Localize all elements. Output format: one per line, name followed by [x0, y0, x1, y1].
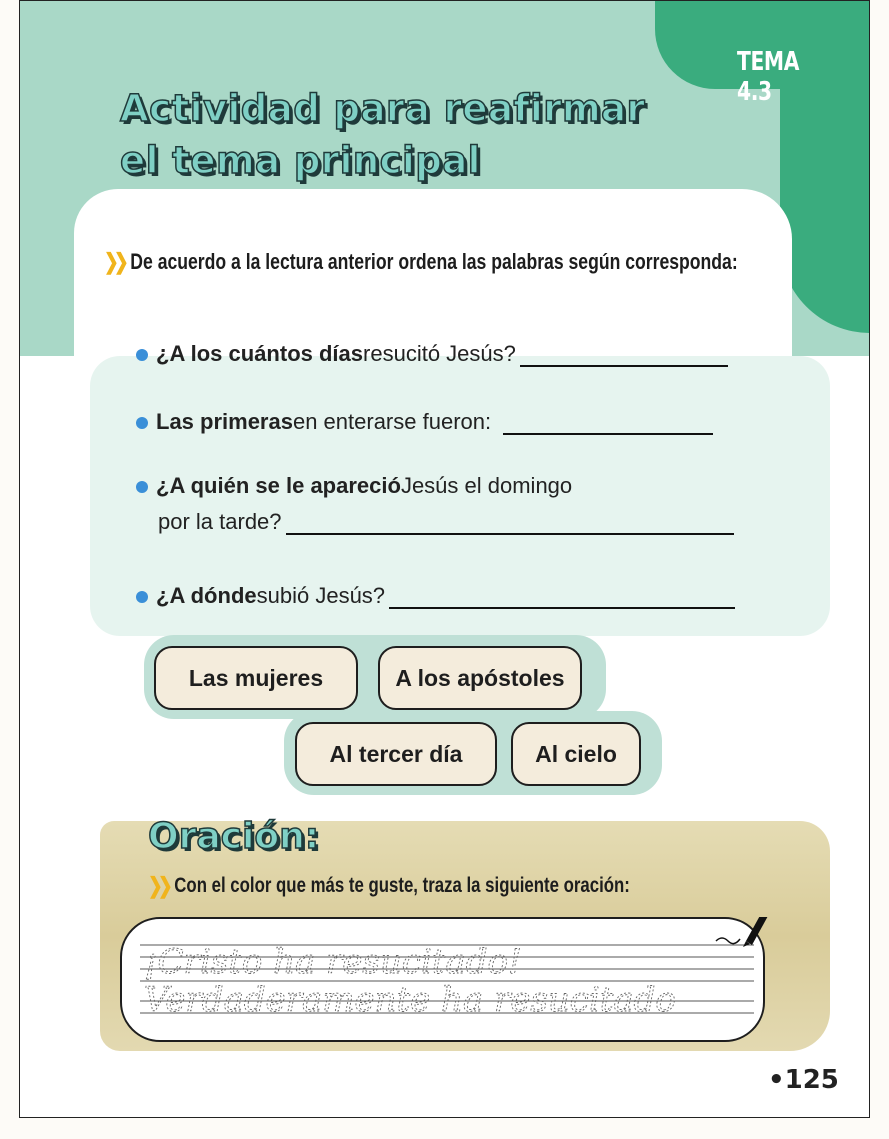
double-chevron-right-icon: ❯❯	[148, 873, 168, 898]
question-2-rest: en enterarse fueron:	[292, 409, 492, 434]
oracion-title: Oración:	[148, 816, 320, 857]
trace-text-line1: ¡Cristo ha resucitado!	[144, 942, 522, 982]
question-2	[136, 409, 713, 435]
question-3-line2	[158, 509, 734, 535]
question-1-bold: ¿A los cuántos días	[156, 341, 364, 366]
question-2-bold: Las primeras	[156, 409, 293, 434]
page-title	[120, 83, 645, 187]
tema-label: TEMA 4.3	[737, 47, 800, 107]
question-4	[136, 583, 735, 609]
question-3-line2-text: por la tarde?	[158, 509, 282, 534]
word-chip-al-cielo[interactable]: Al cielo	[511, 722, 641, 786]
question-3-bold: ¿A quién se le apareció	[156, 473, 401, 498]
double-chevron-right-icon: ❯❯	[104, 249, 124, 274]
answer-blank-2[interactable]	[503, 411, 713, 435]
question-3-rest: Jesús el domingo	[400, 473, 573, 498]
worksheet-page	[19, 0, 870, 1118]
pen-icon	[716, 917, 774, 947]
oracion-instruction	[148, 873, 630, 899]
bullet-icon	[136, 481, 148, 493]
question-4-rest: subió Jesús?	[256, 583, 386, 608]
bullet-icon	[136, 417, 148, 429]
word-chip-las-mujeres[interactable]: Las mujeres	[154, 646, 358, 710]
tracing-lines	[120, 917, 780, 1047]
activity-instruction	[104, 249, 738, 275]
trace-text-line2: Verdaderamente ha resucitado	[144, 980, 676, 1020]
word-chip-a-los-apostoles[interactable]: A los apóstoles	[378, 646, 582, 710]
answer-blank-4[interactable]	[389, 585, 735, 609]
activity-instruction-text: De acuerdo a la lectura anterior ordena las palabras según corresponda:	[130, 249, 738, 274]
question-1-rest: resucitó Jesús?	[363, 341, 516, 366]
question-1	[136, 341, 728, 367]
page-title-line1: Actividad para reafirmar	[120, 87, 646, 130]
bullet-icon	[136, 591, 148, 603]
answer-blank-3[interactable]	[286, 511, 734, 535]
page-number: •125	[768, 1065, 839, 1095]
question-4-bold: ¿A dónde	[156, 583, 257, 608]
bullet-icon	[136, 349, 148, 361]
answer-blank-1[interactable]	[520, 343, 728, 367]
oracion-instruction-text: Con el color que más te guste, traza la siguiente oración:	[174, 874, 630, 897]
page-title-line2: el tema principal	[120, 139, 481, 182]
word-chip-al-tercer-dia[interactable]: Al tercer día	[295, 722, 497, 786]
question-3	[136, 473, 572, 499]
